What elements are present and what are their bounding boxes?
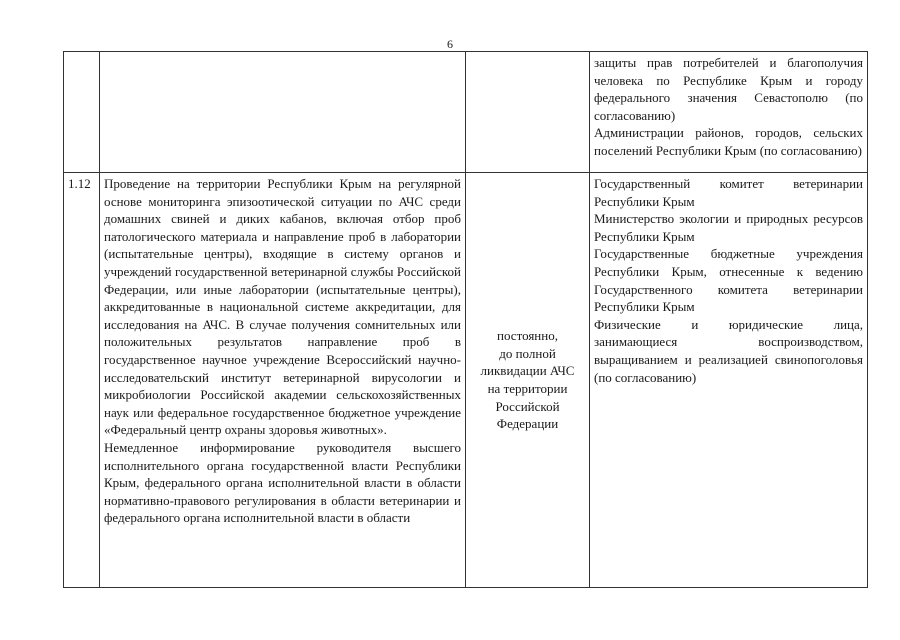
term-line: на территории [487, 381, 568, 396]
executor-text: защиты прав потребителей и благополучия человека по Республике Крым и городу федерального значения Севастополю (по согласованию) [594, 55, 863, 123]
term-line: постоянно, [497, 328, 558, 344]
executor-text: Физические и юридические лица, занимающиеся воспроизводством, выращиванием и реализацией свинопоголовья (по согласованию) [594, 316, 863, 385]
term-line: Российской [495, 398, 560, 414]
measure-text: Немедленное информирование руководителя высшего исполнительного органа государственной власти Республики Крым, федерального органа исполнительной власти в области нормативно-правового регулирования в области ветеринарии и федерального органа исполнительной власти в области [104, 439, 461, 526]
table-row [64, 173, 868, 588]
measure-cell [100, 52, 466, 173]
measure-cell [100, 173, 466, 588]
executor-text: Государственные бюджетные учреждения Республики Крым, отнесенные к ведению Государственного комитета ветеринарии Республики Крым [594, 246, 863, 315]
executor-text: Администрации районов, городов, сельских поселений Республики Крым (по согласованию) [594, 125, 863, 158]
term-cell [466, 52, 590, 173]
table-row [64, 52, 868, 173]
row-number-cell [64, 52, 100, 173]
executor-text: Министерство экологии и природных ресурсов Республики Крым [594, 211, 863, 244]
executors-cell [590, 173, 868, 588]
measures-table [63, 51, 868, 588]
term-line: ликвидации АЧС [480, 363, 575, 379]
executor-text: Государственный комитет ветеринарии Республики Крым [594, 176, 863, 209]
executors-cell [590, 52, 868, 173]
term-line: до полной [499, 345, 556, 361]
term-line: Федерации [496, 416, 559, 432]
term-cell [466, 173, 590, 588]
row-number-cell: 1.12 [64, 173, 100, 588]
page-number: 6 [447, 37, 453, 51]
measure-text: Проведение на территории Республики Крым на регулярной основе мониторинга эпизоотической ситуации по АЧС среди домашних свиней и диких кабанов, включая отбор проб патологического материала и направление проб в лаборатории (испытательные центры), входящие в систему органов и учреждений государственной ветеринарной службы Российской Федерации, или иные лаборатории (испытательные центры), аккредитованные в национальной системе аккредитации, для исследования на АЧС. В случае получения сомнительных или положительных результатов направление проб в государственное научное учреждение Всероссийский научно-исследовательский институт ветеринарной вирусологии и микробиологии Российской академии сельскохозяйственных наук или федеральное государственное бюджетное учреждение «Федеральный центр охраны здоровья животных». [104, 176, 461, 438]
